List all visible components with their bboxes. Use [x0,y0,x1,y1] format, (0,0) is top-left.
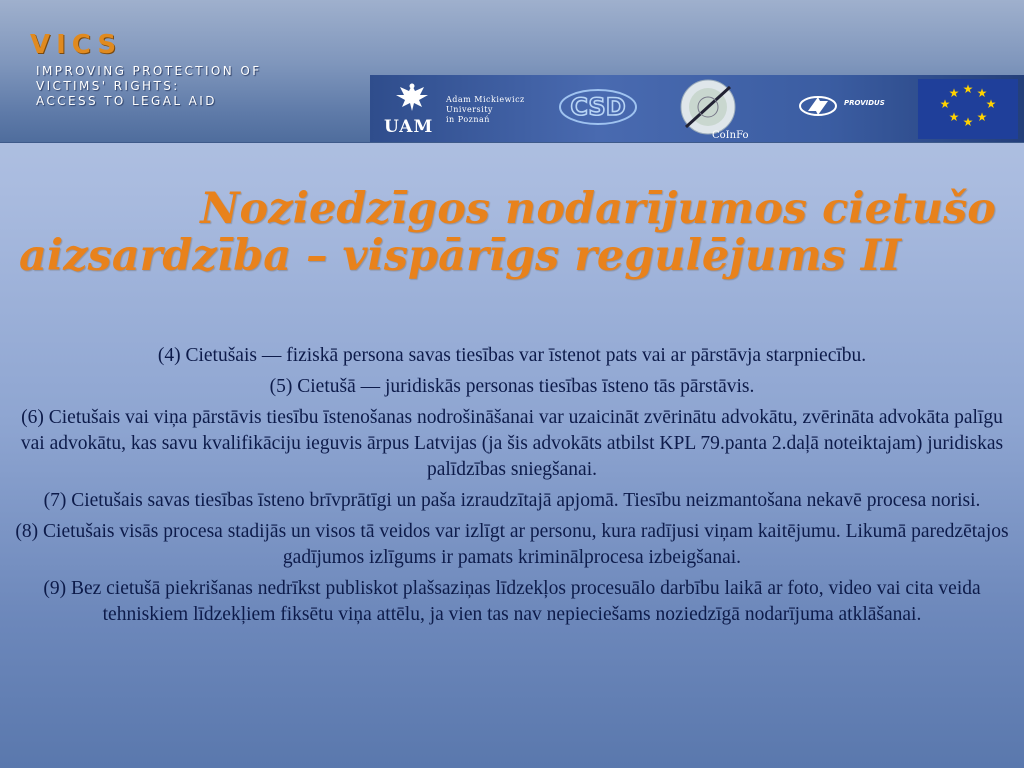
slide-header [0,0,1024,143]
slide-title-line-2: aizsardzība – vispārīgs regulējums II [19,231,901,281]
providus-label: PROVIDUS [844,99,885,107]
csd-logo [558,87,638,127]
svg-text:★: ★ [962,115,974,129]
uam-abbrev: UAM [384,117,434,137]
paragraph-9: (9) Bez cietušā piekrišanas nedrīkst publiskot plašsaziņas līdzekļos procesuālo darbību laikā ar foto, video vai cita veida tehniskiem līdzekļiem fiksētu viņa attēlu, ja vien tas nav nepieciešams noziedzīgā nodarījuma atklāšanai. [43,578,981,625]
eu-flag-icon [918,79,1018,139]
svg-text:★: ★ [962,82,974,96]
svg-text:★: ★ [948,110,960,124]
svg-text:★: ★ [976,110,988,124]
university-name [446,95,525,125]
svg-text:★: ★ [948,86,960,100]
tagline-line-2: VICTIMS' RIGHTS: [36,79,180,93]
paragraph-6: (6) Cietušais vai viņa pārstāvis tiesību īstenošanas nodrošināšanai var uzaicināt zvērinātu advokātu, zvērināta advokāta palīgu vai advokātu, kas savu kvalifikāciju ieguvis ārpus Latvijas (ja šis advokāts atbilst KPL 79.panta 2.daļā noteiktajam) juridiskas palīdzības sniegšanai. [20,407,1004,480]
paragraph-4: (4) Cietušais — fiziskā persona savas tiesības var īstenot pats vai ar pārstāvja starpniecību. [157,345,867,366]
university-line-1: Adam Mickiewicz [446,95,525,104]
slide-body [8,343,1016,633]
uam-logo [382,81,442,137]
slide-title-line-1: Noziedzīgos nodarījumos cietušo [200,184,996,234]
eagle-icon [392,81,432,117]
csd-logo-text: CSD [570,93,626,121]
providus-logo [798,91,838,121]
tagline-line-3: ACCESS TO LEGAL AID [36,94,217,108]
university-line-2: University [446,105,493,114]
paragraph-7: (7) Cietušais savas tiesības īsteno brīvprātīgi un paša izraudzītajā apjomā. Tiesību neizmantošana nekavē procesa norisi. [43,490,981,511]
partner-logo-strip [370,75,1024,142]
svg-text:★: ★ [976,86,988,100]
svg-text:★: ★ [985,97,997,111]
coinfo-label: CoInFo [712,130,749,141]
paragraph-5: (5) Cietušā — juridiskās personas tiesības īsteno tās pārstāvis. [269,376,755,397]
svg-text:★: ★ [939,97,951,111]
university-line-3: in Poznań [446,115,490,124]
vics-logo: VICS [30,30,123,60]
tagline-line-1: IMPROVING PROTECTION OF [36,64,262,78]
project-tagline [36,64,262,109]
paragraph-8: (8) Cietušais visās procesa stadijās un visos tā veidos var izlīgt ar personu, kura radījusi viņam kaitējumu. Likumā paredzētajos gadījumos izlīgums ir pamats kriminālprocesa izbeigšanai. [15,521,1009,568]
slide-title [0,186,1024,280]
